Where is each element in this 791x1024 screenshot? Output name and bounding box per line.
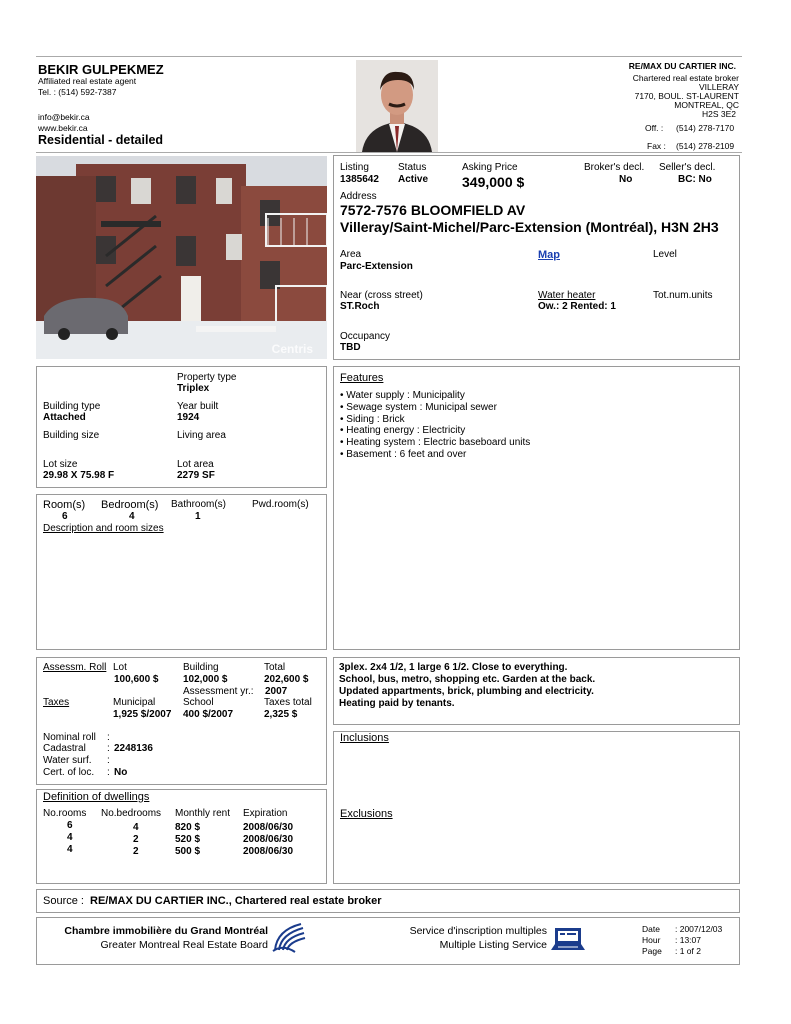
- mls-name-fr: Service d'inscription multiples: [409, 925, 547, 937]
- dwelling-row-rent: 500 $: [175, 846, 201, 857]
- fax-phone: (514) 278-2109: [676, 141, 735, 151]
- feature-item: • Water supply : Municipality: [340, 390, 465, 401]
- agent-phone: Tel. : (514) 592-7387: [38, 87, 117, 97]
- remarks-line: 3plex. 2x4 1/2, 1 large 6 1/2. Close to everything.: [339, 662, 568, 673]
- powder-rooms-label: Pwd.room(s): [252, 499, 309, 510]
- cadastral-colon: :: [107, 743, 110, 754]
- total-units-label: Tot.num.units: [653, 290, 713, 301]
- dwelling-row-rent: 820 $: [175, 822, 201, 833]
- page-label: Page: [642, 946, 662, 956]
- water-heater-label: Water heater: [538, 290, 596, 301]
- property-type-label: Property type: [177, 372, 237, 383]
- dwelling-row-bedrooms: 2: [133, 834, 139, 845]
- features-list: [340, 390, 530, 461]
- fax-label: Fax :: [647, 141, 666, 151]
- water-surface-colon: :: [107, 755, 110, 766]
- dwellings-header-rooms: No.rooms: [43, 808, 87, 819]
- remarks-line: School, bus, metro, shopping etc. Garden at the back.: [339, 674, 596, 685]
- broker-address-line1: VILLERAY: [698, 82, 739, 92]
- nominal-roll-label: Nominal roll: [43, 732, 96, 743]
- assessment-building-label: Building: [183, 662, 219, 673]
- year-built-value: 1924: [177, 412, 200, 423]
- taxes-label: Taxes: [43, 697, 70, 708]
- remarks-line: Heating paid by tenants.: [339, 698, 455, 709]
- header-top-rule: [36, 56, 742, 57]
- area-value: Parc-Extension: [340, 261, 413, 272]
- hour-label: Hour: [642, 935, 661, 945]
- dwelling-row-expiration: 2008/06/30: [243, 834, 294, 845]
- broker-subtitle: Chartered real estate broker: [632, 73, 739, 83]
- certificate-location-colon: :: [107, 767, 110, 778]
- status-label: Status: [398, 162, 427, 173]
- bedrooms-label: Bedroom(s): [101, 499, 159, 511]
- dwellings-header-bedrooms: No.bedrooms: [101, 808, 162, 819]
- rooms-label: Room(s): [43, 499, 86, 511]
- map-link[interactable]: Map: [538, 249, 560, 261]
- assessment-total-value: 202,600 $: [264, 674, 309, 685]
- feature-item: • Basement : 6 feet and over: [340, 448, 467, 460]
- bathrooms-value: 1: [195, 511, 201, 522]
- dwelling-row-bedrooms: 4: [133, 822, 139, 833]
- page-value: : 1 of 2: [675, 946, 701, 956]
- remarks-text: [339, 662, 595, 710]
- header-bottom-rule: [36, 152, 742, 153]
- inclusions-exclusions-box: [333, 731, 740, 884]
- office-phone-label: Off. :: [645, 123, 664, 133]
- dwellings-header-rent: Monthly rent: [175, 808, 231, 819]
- address-label: Address: [340, 191, 377, 202]
- dwelling-row-rooms: 4: [67, 832, 73, 843]
- assessment-total-label: Total: [264, 662, 286, 673]
- source-value: RE/MAX DU CARTIER INC., Chartered real estate broker: [90, 895, 382, 907]
- remarks-line: Updated appartments, brick, plumbing and electricity.: [339, 686, 594, 697]
- dwellings-header-expiration: Expiration: [243, 808, 288, 819]
- inclusions-label: Inclusions: [340, 732, 389, 744]
- taxes-total-value: 2,325 $: [264, 709, 298, 720]
- building-size-label: Building size: [43, 430, 100, 441]
- agent-portrait: [356, 60, 438, 152]
- lot-area-value: 2279 SF: [177, 470, 215, 481]
- dwelling-row-bedrooms: 2: [133, 846, 139, 857]
- listing-number: 1385642: [340, 174, 379, 185]
- municipal-tax-value: 1,925 $/2007: [113, 709, 172, 720]
- bathrooms-label: Bathroom(s): [171, 499, 227, 510]
- occupancy-label: Occupancy: [340, 331, 391, 342]
- brokers-decl-label: Broker's decl.: [584, 162, 645, 173]
- room-description-label: Description and room sizes: [43, 523, 164, 534]
- water-heater-value: Ow.: 2 Rented: 1: [538, 301, 616, 312]
- broker-address-line4: H2S 3E2: [701, 109, 736, 119]
- assessment-building-value: 102,000 $: [183, 674, 228, 685]
- agent-website[interactable]: www.bekir.ca: [38, 123, 88, 133]
- building-type-label: Building type: [43, 401, 101, 412]
- board-name-en: Greater Montreal Real Estate Board: [100, 939, 268, 951]
- exclusions-label: Exclusions: [340, 808, 393, 820]
- agent-email[interactable]: info@bekir.ca: [38, 112, 90, 122]
- feature-item: • Sewage system : Municipal sewer: [340, 401, 497, 413]
- feature-item: • Heating system : Electric baseboard units: [340, 437, 531, 449]
- lot-size-value: 29.98 X 75.98 F: [43, 470, 115, 481]
- assessment-roll-label: Assessm. Roll: [43, 662, 107, 673]
- occupancy-value: TBD: [340, 342, 361, 353]
- feature-item: • Heating energy : Electricity: [340, 425, 466, 437]
- assessment-year-value: 2007: [265, 686, 288, 697]
- dwelling-row-rooms: 6: [67, 820, 73, 831]
- certificate-location-value: No: [114, 767, 128, 778]
- building-type-value: Attached: [43, 412, 86, 423]
- certificate-location-label: Cert. of loc.: [43, 767, 95, 778]
- taxes-total-label: Taxes total: [264, 697, 312, 708]
- school-tax-value: 400 $/2007: [183, 709, 234, 720]
- brokers-decl-value: No: [619, 174, 633, 185]
- municipal-tax-label: Municipal: [113, 697, 156, 708]
- address-street: 7572-7576 BLOOMFIELD AV: [340, 202, 526, 218]
- asking-price: 349,000 $: [462, 174, 525, 190]
- source-label: Source :: [43, 895, 84, 907]
- address-city: Villeray/Saint-Michel/Parc-Extension (Montréal), H3N 2H3: [340, 219, 719, 235]
- near-street-label: Near (cross street): [340, 290, 423, 301]
- property-type-value: Triplex: [177, 383, 210, 394]
- agent-title: Affiliated real estate agent: [38, 76, 137, 86]
- property-photo: [36, 156, 327, 359]
- listing-type-title: Residential - detailed: [38, 133, 164, 147]
- broker-address-line2: 7170, BOUL. ST-LAURENT: [634, 91, 739, 101]
- listing-number-label: Listing: [340, 162, 369, 173]
- living-area-label: Living area: [177, 430, 226, 441]
- rooms-value: 6: [62, 511, 68, 522]
- lot-area-label: Lot area: [177, 459, 214, 470]
- year-built-label: Year built: [177, 401, 219, 412]
- cadastral-value: 2248136: [114, 743, 153, 754]
- office-phone: (514) 278-7170: [676, 123, 735, 133]
- agent-name: BEKIR GULPEKMEZ: [38, 62, 164, 77]
- nominal-roll-colon: :: [107, 732, 110, 743]
- status-value: Active: [398, 174, 429, 185]
- broker-name: RE/MAX DU CARTIER INC.: [628, 61, 736, 71]
- cadastral-label: Cadastral: [43, 743, 86, 754]
- dwelling-row-expiration: 2008/06/30: [243, 822, 294, 833]
- assessment-year-label: Assessment yr.:: [183, 686, 254, 697]
- hour-value: : 13:07: [675, 935, 701, 945]
- photo-watermark: Centris: [271, 342, 313, 356]
- feature-item: • Siding : Brick: [340, 413, 405, 425]
- board-logo-icon: [271, 920, 307, 954]
- school-tax-label: School: [183, 697, 214, 708]
- rooms-box: [36, 494, 327, 650]
- area-label: Area: [340, 249, 362, 260]
- bedrooms-value: 4: [129, 511, 135, 522]
- sellers-decl-value: BC: No: [678, 174, 712, 185]
- near-street-value: ST.Roch: [340, 301, 380, 312]
- features-title: Features: [340, 372, 384, 384]
- dwelling-row-rent: 520 $: [175, 834, 201, 845]
- dwelling-row-rooms: 4: [67, 844, 73, 855]
- dwelling-row-expiration: 2008/06/30: [243, 846, 294, 857]
- assessment-lot-label: Lot: [113, 662, 127, 673]
- assessment-lot-value: 100,600 $: [114, 674, 159, 685]
- lot-size-label: Lot size: [43, 459, 78, 470]
- board-name-fr: Chambre immobilière du Grand Montréal: [64, 925, 268, 937]
- level-label: Level: [653, 249, 677, 260]
- date-label: Date: [642, 924, 660, 934]
- mls-name-en: Multiple Listing Service: [439, 939, 547, 951]
- broker-address-line3: MONTREAL, QC: [674, 100, 739, 110]
- listing-summary-box: [333, 155, 740, 360]
- mls-logo-icon: [550, 926, 586, 952]
- date-value: : 2007/12/03: [675, 924, 723, 934]
- dwellings-title: Definition of dwellings: [43, 791, 150, 803]
- sellers-decl-label: Seller's decl.: [659, 162, 716, 173]
- water-surface-label: Water surf.: [43, 755, 92, 766]
- asking-price-label: Asking Price: [462, 162, 518, 173]
